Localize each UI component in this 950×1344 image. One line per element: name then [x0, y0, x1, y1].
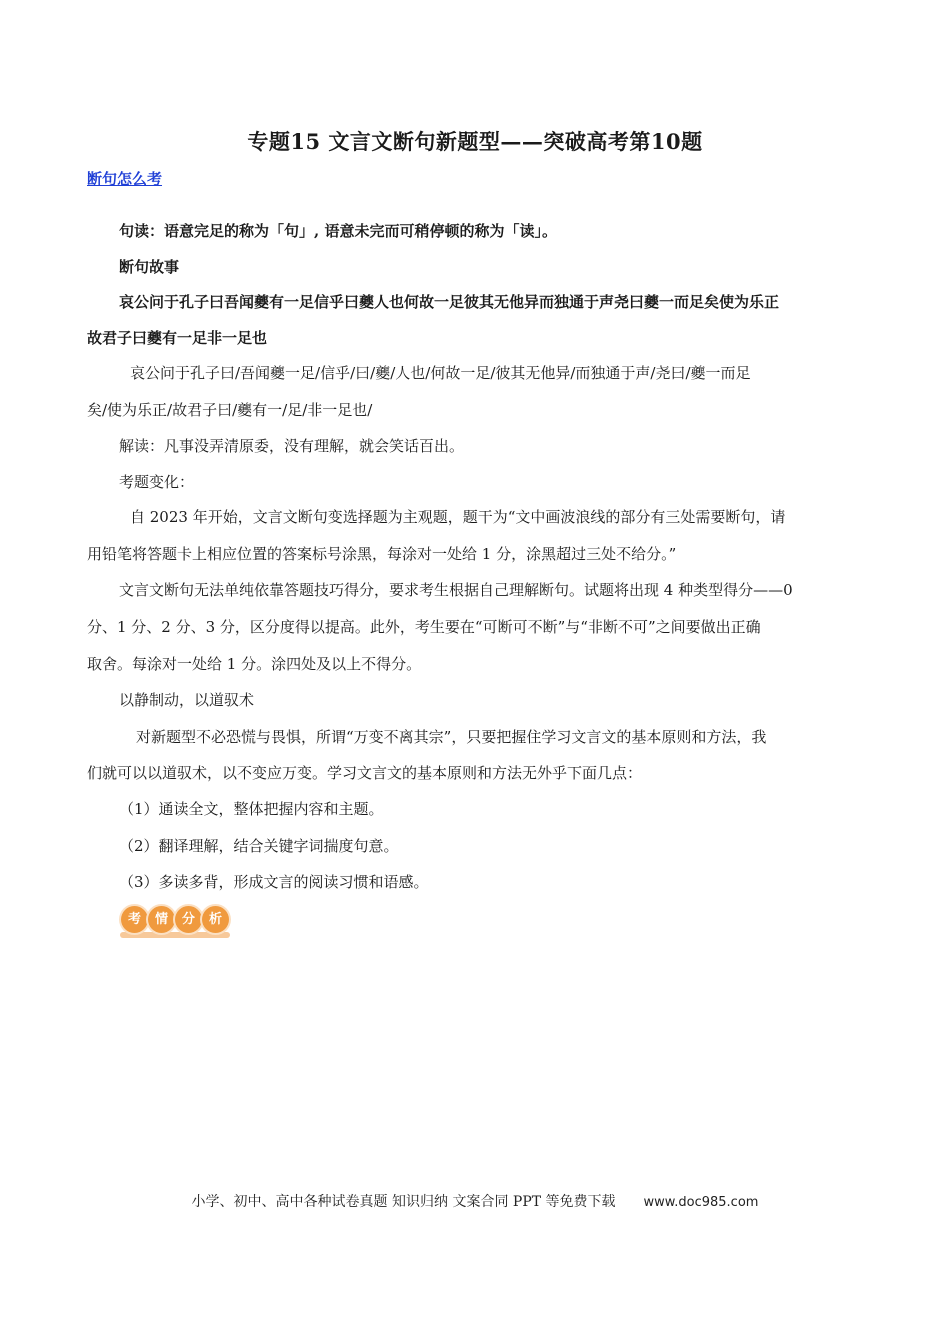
story-heading: 断句故事 — [119, 258, 180, 276]
method-paragraph-line-1: 对新题型不必恐慌与畏惧，所谓“万变不离其宗”，只要把握住学习文言文的基本原则和方法，我 — [136, 728, 767, 746]
badge-char-4: 析 — [202, 906, 229, 933]
scoring-paragraph-line-2: 分、1 分、2 分、3 分，区分度得以提高。此外，考生要在“可断可不断”与“非断不可”之间要做出正确 — [87, 618, 761, 636]
footer-site-link[interactable]: www.doc985.com — [643, 1195, 759, 1210]
analysis-badge — [120, 905, 232, 939]
answer-line-2: 矣/使为乐正/故君子曰/夔有一/足/非一足也/ — [87, 401, 373, 419]
method-paragraph-line-2: 们就可以以道驭术，以不变应万变。学习文言文的基本原则和方法无外乎下面几点： — [87, 764, 643, 782]
definition-line: 句读：语意完足的称为「句」, 语意未完而可稍停顿的称为「读」。 — [119, 222, 557, 240]
story-text-line-2: 故君子曰夔有一足非一足也 — [87, 329, 268, 347]
method-item-2: （2）翻译理解，结合关键字词揣度句意。 — [119, 837, 399, 855]
page-footer — [0, 1191, 950, 1211]
scoring-paragraph-line-1: 文言文断句无法单纯依靠答题技巧得分，要求考生根据自己理解断句。试题将出现 4 种类型得分——0 — [119, 581, 793, 599]
scoring-paragraph-line-3: 取舍。每涂对一处给 1 分。涂四处及以上不得分。 — [87, 655, 422, 673]
change-paragraph-line-2: 用铅笔将答题卡上相应位置的答案标号涂黑，每涂对一处给 1 分，涂黑超过三处不给分。” — [87, 545, 677, 563]
method-item-1: （1）通读全文，整体把握内容和主题。 — [119, 800, 384, 818]
change-heading: 考题变化： — [119, 473, 195, 491]
badge-char-2: 情 — [148, 906, 175, 933]
method-item-3: （3）多读多背，形成文言的阅读习惯和语感。 — [119, 873, 429, 891]
section-link[interactable]: 断句怎么考 — [87, 170, 163, 188]
interpretation-line: 解读：凡事没弄清原委，没有理解，就会笑话百出。 — [119, 437, 465, 455]
badge-char-1: 考 — [121, 906, 148, 933]
footer-text: 小学、初中、高中各种试卷真题 知识归纳 文案合同 PPT 等免费下载 — [191, 1194, 616, 1210]
change-paragraph-line-1: 自 2023 年开始，文言文断句变选择题为主观题，题干为“文中画波浪线的部分有三处需要断句，请 — [130, 508, 786, 526]
answer-line-1: 哀公问于孔子曰/吾闻夔一足/信乎/曰/夔/人也/何故一足/彼其无他异/而独通于声/尧曰/夔一而足 — [130, 364, 751, 382]
badge-char-3: 分 — [175, 906, 202, 933]
story-text-line-1: 哀公问于孔子曰吾闻夔有一足信乎曰夔人也何故一足彼其无他异而独通于声尧曰夔一而足矣使为乐正 — [119, 293, 780, 311]
method-heading: 以静制动，以道驭术 — [119, 691, 255, 709]
page-title: 专题15 文言文断句新题型——突破高考第10题 — [247, 129, 703, 154]
